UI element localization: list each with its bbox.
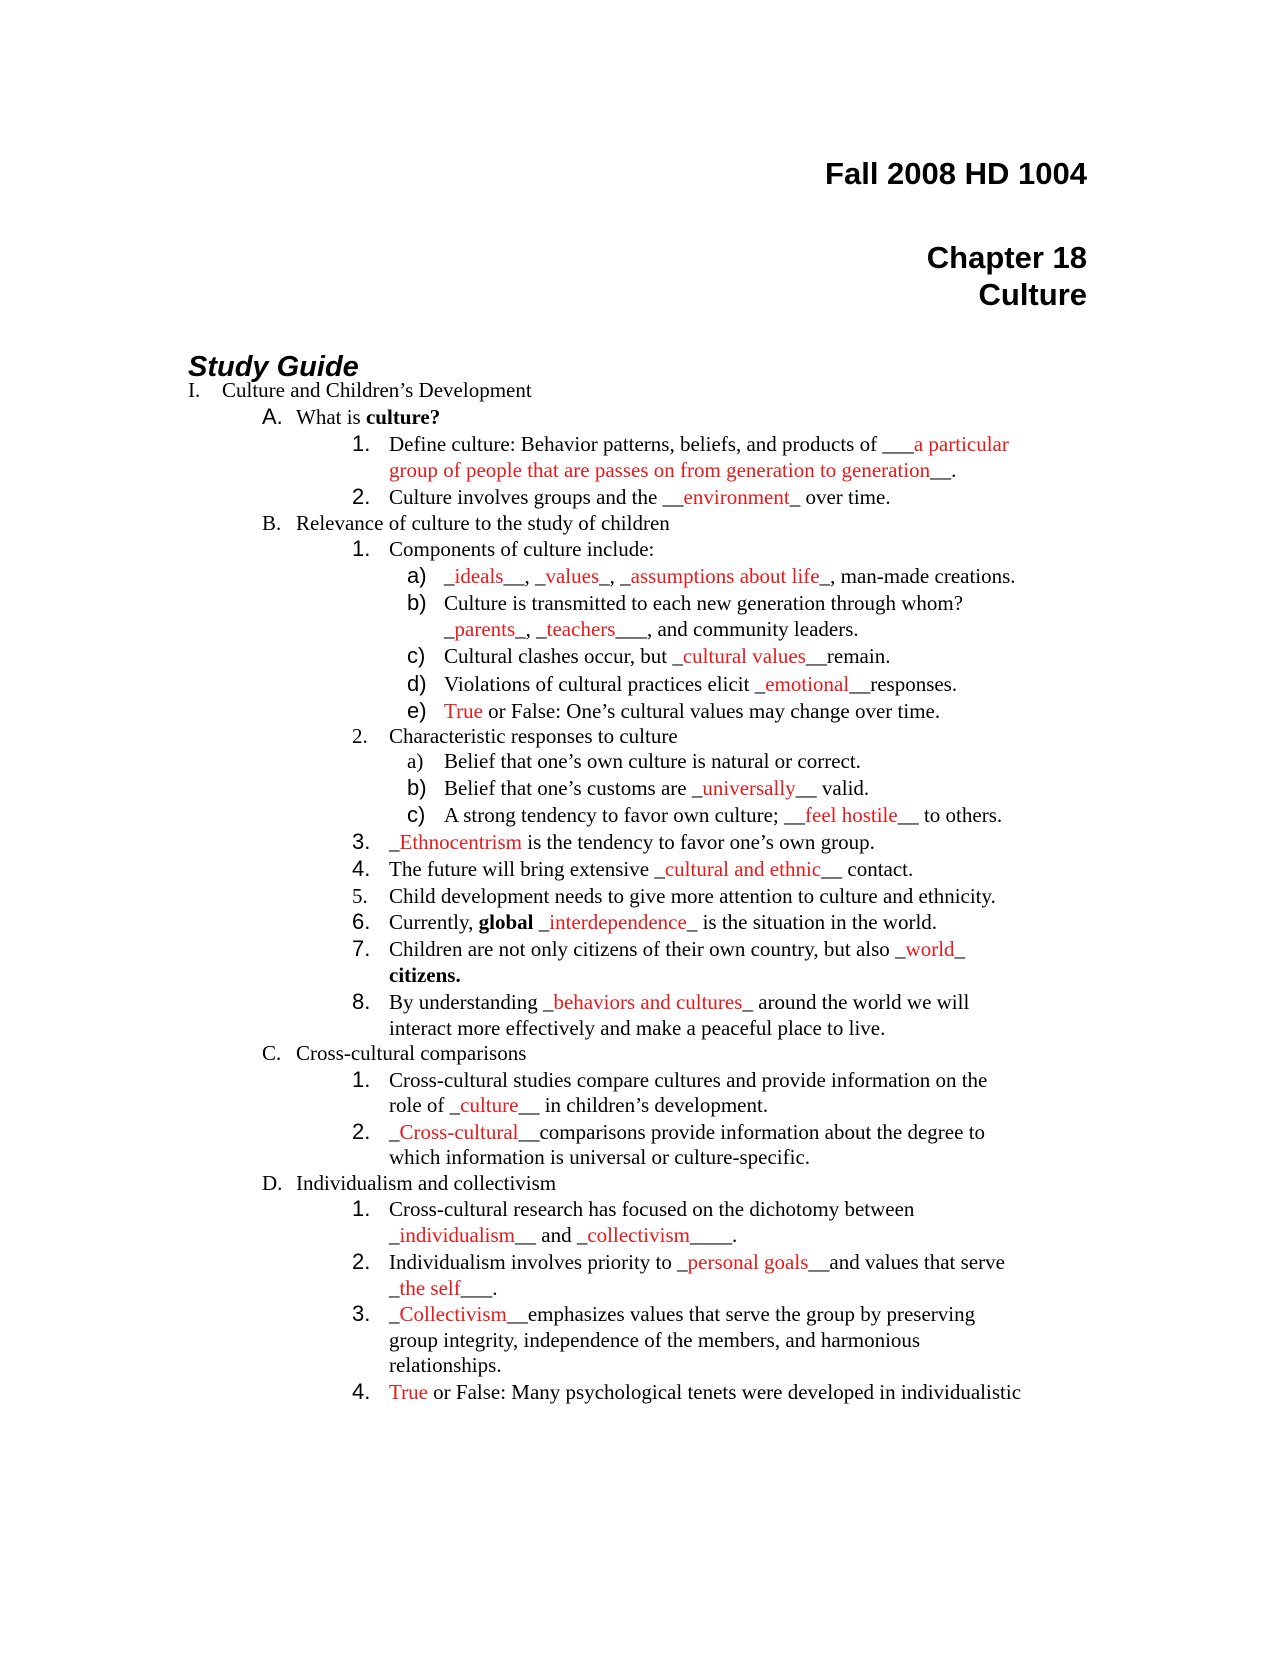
list-item-cont: which information is universal or culture-specific. bbox=[389, 1145, 811, 1169]
sub-marker: b) bbox=[407, 590, 427, 615]
list-marker: 3. bbox=[352, 1301, 371, 1326]
list-marker: 1. bbox=[352, 1196, 371, 1221]
sub-item: Culture is transmitted to each new generation through whom? bbox=[444, 591, 964, 615]
list-marker: 8. bbox=[352, 989, 371, 1014]
sub-item: Cultural clashes occur, but _cultural values__remain. bbox=[444, 644, 891, 668]
sub-item: _ideals__, _values_, _assumptions about life_, man-made creations. bbox=[444, 564, 1016, 588]
list-item-cont: group integrity, independence of the members, and harmonious bbox=[389, 1328, 921, 1352]
sub-marker: b) bbox=[407, 775, 427, 800]
study-guide-title: Study Guide bbox=[188, 351, 359, 383]
list-item: _Collectivism__emphasizes values that serve the group by preserving bbox=[389, 1302, 976, 1326]
outline-marker: C. bbox=[262, 1041, 282, 1065]
list-marker: 1. bbox=[352, 536, 371, 561]
list-item-cont: _individualism__ and _collectivism____. bbox=[389, 1223, 738, 1247]
list-item: Culture involves groups and the __environment_ over time. bbox=[389, 485, 891, 509]
outline-marker: D. bbox=[262, 1171, 283, 1195]
sub-item: True or False: One’s cultural values may change over time. bbox=[444, 699, 941, 723]
list-item-cont: role of _culture__ in children’s development. bbox=[389, 1093, 769, 1117]
outline-heading: Individualism and collectivism bbox=[296, 1171, 557, 1195]
sub-item: Violations of cultural practices elicit _emotional__responses. bbox=[444, 672, 958, 696]
outline-heading: Cross-cultural comparisons bbox=[296, 1041, 527, 1065]
list-marker: 1. bbox=[352, 431, 371, 456]
sub-marker: c) bbox=[407, 643, 426, 668]
sub-marker: a) bbox=[407, 749, 424, 773]
list-item: Currently, global _interdependence_ is the situation in the world. bbox=[389, 910, 938, 934]
list-item: True or False: Many psychological tenets were developed in individualistic bbox=[389, 1380, 1022, 1404]
list-item: Cross-cultural research has focused on the dichotomy between bbox=[389, 1197, 915, 1221]
list-marker: 2. bbox=[352, 1119, 371, 1144]
sub-item-cont: _parents_, _teachers___, and community leaders. bbox=[444, 617, 859, 641]
chapter-heading: Chapter 18 bbox=[926, 240, 1087, 275]
list-marker: 5. bbox=[352, 884, 368, 908]
sub-marker: d) bbox=[407, 671, 427, 696]
list-marker: 1. bbox=[352, 1067, 371, 1092]
list-item: Cross-cultural studies compare cultures and provide information on the bbox=[389, 1068, 988, 1092]
list-item: Child development needs to give more attention to culture and ethnicity. bbox=[389, 884, 996, 908]
list-item: By understanding _behaviors and cultures_ around the world we will bbox=[389, 990, 970, 1014]
sub-marker: e) bbox=[407, 698, 427, 723]
sub-item: Belief that one’s customs are _universally__ valid. bbox=[444, 776, 870, 800]
list-item-cont: _the self___. bbox=[389, 1276, 498, 1300]
outline-marker: B. bbox=[262, 511, 282, 535]
list-marker: 2. bbox=[352, 484, 371, 509]
sub-marker: a) bbox=[407, 563, 427, 588]
list-marker: 6. bbox=[352, 909, 371, 934]
list-item-cont: interact more effectively and make a peaceful place to live. bbox=[389, 1016, 886, 1040]
list-item-cont: relationships. bbox=[389, 1353, 502, 1377]
list-item: Children are not only citizens of their own country, but also _world_ bbox=[389, 937, 966, 961]
list-item-cont: citizens. bbox=[389, 963, 461, 987]
list-item: _Cross-cultural__comparisons provide information about the degree to bbox=[389, 1120, 986, 1144]
list-marker: 7. bbox=[352, 936, 371, 961]
list-item: The future will bring extensive _cultural and ethnic__ contact. bbox=[389, 857, 914, 881]
list-item: Individualism involves priority to _personal goals__and values that serve bbox=[389, 1250, 1005, 1274]
sub-item: A strong tendency to favor own culture; __feel hostile__ to others. bbox=[444, 803, 1003, 827]
outline-marker: A. bbox=[262, 404, 283, 429]
section-marker: I. bbox=[188, 378, 201, 402]
list-item: _Ethnocentrism is the tendency to favor one’s own group. bbox=[389, 830, 875, 854]
course-heading: Fall 2008 HD 1004 bbox=[825, 156, 1087, 191]
list-item: Define culture: Behavior patterns, beliefs, and products of ___a particular bbox=[389, 432, 1009, 456]
chapter-title: Culture bbox=[978, 277, 1087, 312]
list-item: Characteristic responses to culture bbox=[389, 724, 678, 748]
list-marker: 2. bbox=[352, 724, 368, 748]
outline-heading: What is culture? bbox=[296, 405, 441, 429]
list-item-cont: group of people that are passes on from generation to generation__. bbox=[389, 458, 957, 482]
outline-heading: Relevance of culture to the study of children bbox=[296, 511, 670, 535]
list-marker: 2. bbox=[352, 1249, 371, 1274]
list-marker: 4. bbox=[352, 856, 371, 881]
list-marker: 4. bbox=[352, 1379, 371, 1404]
list-item: Components of culture include: bbox=[389, 537, 655, 561]
section-title: Culture and Children’s Development bbox=[222, 378, 532, 402]
sub-item: Belief that one’s own culture is natural or correct. bbox=[444, 749, 861, 773]
sub-marker: c) bbox=[407, 802, 426, 827]
list-marker: 3. bbox=[352, 829, 371, 854]
